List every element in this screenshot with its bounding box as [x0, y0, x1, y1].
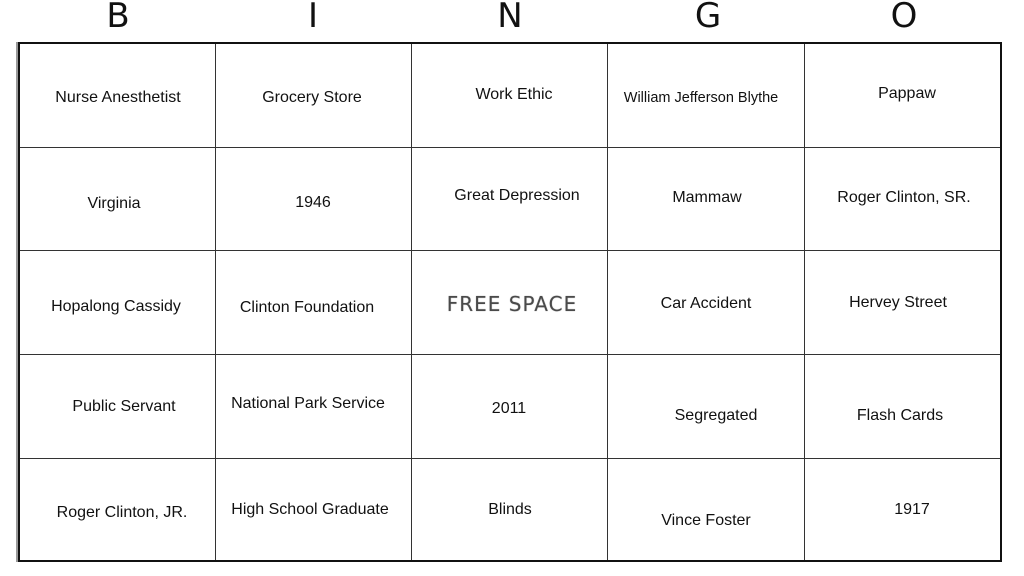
header-letter-g: G [694, 0, 722, 36]
grid-divider [20, 458, 1000, 459]
bingo-cell: 1917 [894, 501, 930, 518]
bingo-grid [18, 42, 1002, 562]
bingo-cell: Blinds [488, 501, 532, 518]
grid-divider [20, 250, 1000, 251]
bingo-cell: Hopalong Cassidy [51, 298, 181, 315]
bingo-cell: Flash Cards [856, 407, 944, 424]
header-letter-i: I [307, 0, 319, 36]
bingo-cell: Segregated [674, 407, 758, 424]
header-letter-b: B [106, 0, 130, 36]
bingo-cell: 1946 [295, 194, 331, 211]
bingo-cell: Roger Clinton, JR. [56, 504, 188, 521]
grid-divider [20, 147, 1000, 148]
grid-divider [411, 44, 412, 560]
bingo-cell: Vince Foster [661, 512, 751, 529]
bingo-card [18, 42, 1002, 562]
bingo-cell: Clinton Foundation [239, 299, 375, 316]
grid-divider [20, 354, 1000, 355]
free-space-cell: FREE SPACE [446, 292, 578, 316]
bingo-cell: Grocery Store [262, 89, 362, 106]
bingo-cell: Great Depression [454, 187, 580, 204]
bingo-cell: Hervey Street [849, 294, 947, 311]
bingo-cell: William Jefferson Blythe [623, 90, 779, 106]
grid-divider [804, 44, 805, 560]
bingo-cell: Car Accident [660, 295, 752, 312]
bingo-cell: Work Ethic [475, 86, 553, 103]
bingo-cell: National Park Service [231, 395, 385, 412]
bingo-cell: Nurse Anesthetist [55, 89, 181, 106]
header-letter-o: O [890, 0, 918, 36]
grid-divider [607, 44, 608, 560]
bingo-cell: Virginia [87, 195, 141, 212]
bingo-cell: 2011 [491, 400, 527, 417]
grid-divider [215, 44, 216, 560]
bingo-cell: Mammaw [672, 189, 742, 206]
bingo-cell: Roger Clinton, SR. [837, 189, 971, 206]
bingo-header [0, 0, 1024, 40]
bingo-cell: Pappaw [878, 85, 936, 102]
bingo-cell: Public Servant [72, 398, 176, 415]
header-letter-n: N [497, 0, 523, 36]
bingo-cell: High School Graduate [231, 501, 389, 518]
